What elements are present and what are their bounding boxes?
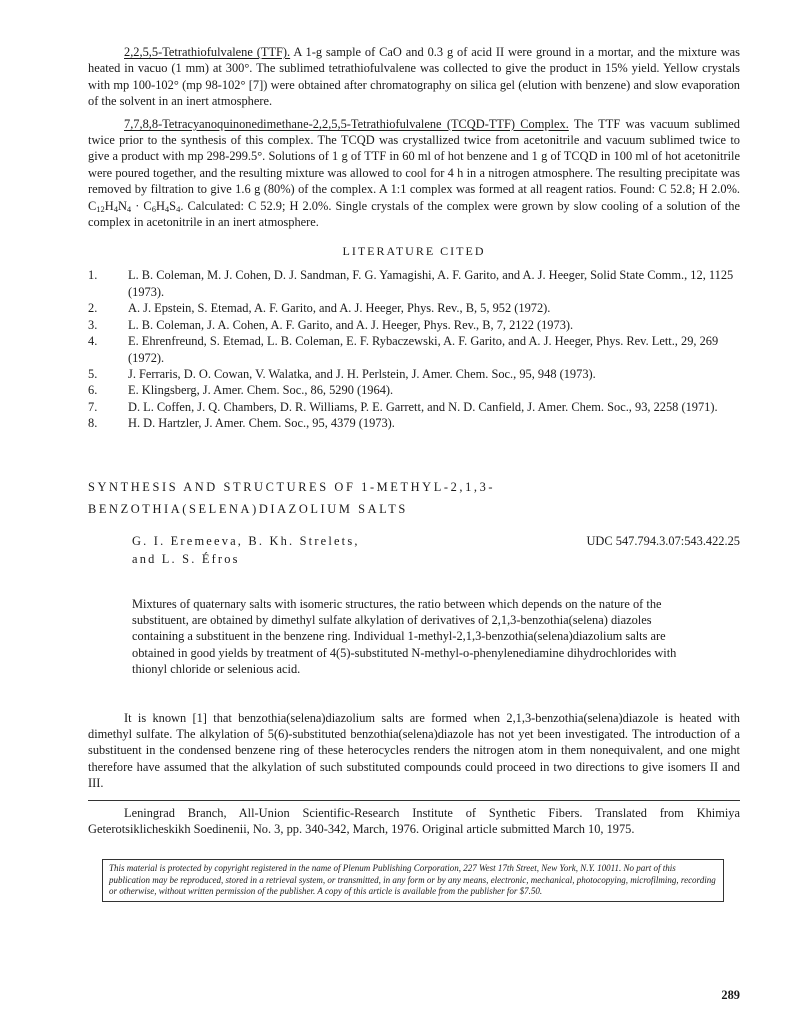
reference-item: 5. J. Ferraris, D. O. Cowan, V. Walatka, and J. H. Perlstein, J. Amer. Chem. Soc., 95, 948 (1973). — [88, 366, 596, 381]
authors-row — [88, 532, 740, 568]
divider — [88, 800, 740, 801]
abstract-text: Mixtures of quaternary salts with isomeric structures, the ratio between which depends on the nature of the substituent, are obtained by dimethyl sulfate alkylation of derivatives of 2,1,3-benzothia(selena) diazoles containing a substituent in the benzene ring. Individual 1-methyl-2,1,3-benzothia(selena)diazolium salts are obtained in good yields by treatment of 4(5)-substituted N-methyl-o-phenylenediamine dihydrochlorides with thionyl chloride or selenious acid. — [132, 596, 677, 677]
body-paragraph: It is known [1] that benzothia(selena)diazolium salts are formed when 2,1,3-benzothia(selena)diazole is heated with dimethyl sulfate. The alkylation of 5(6)-substituted benzothia(selena)diazole has not yet been investigated. The introduction of a substituent in the condensed benzene ring of these heterocycles renders the nitrogen atom in them nonequivalent, and one might therefore have assumed that the alkylation of such substituted compounds could proceed in two directions to give isomers II and III. — [88, 710, 740, 791]
reference-item: 8. H. D. Hartzler, J. Amer. Chem. Soc., 95, 4379 (1973). — [88, 416, 395, 431]
abstract — [132, 596, 700, 678]
udc-code: UDC 547.794.3.07:543.422.25 — [586, 533, 740, 548]
ttf-heading: 2,2,5,5-Tetrathiofulvalene (TTF). — [124, 45, 291, 59]
reference-item: 2. A. J. Epstein, S. Etemad, A. F. Garito, and A. J. Heeger, Phys. Rev., B, 5, 952 (1972). — [88, 301, 551, 316]
affiliation: Leningrad Branch, All-Union Scientific-Research Institute of Synthetic Fibers. Translated from Khimiya Geterotsiklicheskikh Soedinenii, No. 3, pp. 340-342, March, 1976. Original article submitted March 10, 1975. — [88, 805, 740, 836]
ttf-text: A 1-g sample of CaO and 0.3 g of acid II were ground in a mortar, and the mixture was heated in vacuo (1 mm) at 300°. The sublimed tetrathiofulvalene was collected to give the product in 15% yield. Yellow crystals with mp 100-102° (mp 98-102° [7]) were obtained after chromatography on silica gel (elution with benzene) and slow evaporation of the solvent in an inert atmosphere. — [88, 45, 740, 109]
reference-item: 3. L. B. Coleman, J. A. Cohen, A. F. Garito, and A. J. Heeger, Phys. Rev., B, 7, 2122 (1973). — [88, 317, 574, 332]
complex-text-b: . Calculated: C 52.9; H 2.0%. Single crystals of the complex were grown by slow cooling of a solution of the complex in acetonitrile in an inert atmosphere. — [88, 198, 740, 230]
authors: G. I. Eremeeva, B. Kh. Strelets, and L. S. Éfros — [132, 533, 360, 566]
reference-item: 7. D. L. Coffen, J. Q. Chambers, D. R. Williams, P. E. Garrett, and N. D. Canfield, J. Amer. Chem. Soc., 93, 2258 (1971). — [88, 399, 718, 414]
complex-heading: 7,7,8,8-Tetracyanoquinonedimethane-2,2,5,5-Tetrathiofulvalene (TCQD-TTF) Complex. — [124, 116, 569, 131]
copyright-notice: This material is protected by copyright registered in the name of Plenum Publishing Corporation, 227 West 17th Street, New York, N.Y. 10011. No part of this publication may be reproduced, stored in a retrieval system, or transmitted, in any form or by any means, electronic, mechanical, photocopying, microfilming, recording or otherwise, without written permission of the publisher. A copy of this article is available from the publisher for $7.50. — [102, 859, 724, 902]
page-content — [88, 44, 740, 902]
complex-paragraph — [88, 116, 740, 231]
reference-item: 6. E. Klingsberg, J. Amer. Chem. Soc., 86, 5290 (1964). — [88, 383, 394, 398]
reference-list — [88, 267, 740, 431]
complex-text-a: The TTF was vacuum sublimed twice prior to the synthesis of this complex. The TCQD was crystallized twice from acetonitrile and vacuum sublimed twice to give a product with mp 298-299.5°. Solutions of 1 g of TTF in 60 ml of hot benzene and 1 g of TCQD in 100 ml of hot acetonitrile were poured together, and the resulting mixture was allowed to cool for 4 h in a nitrogen atmosphere. The resulting precipitate was removed by filtration to give 1.6 g (80%) of the complex. A 1:1 complex was formed at all reagent ratios. Found: C 52.8; H 2.0%. — [88, 116, 740, 197]
article-title-line: SYNTHESIS AND STRUCTURES OF 1-METHYL-2,1,3- — [88, 479, 496, 494]
article-title-line: BENZOTHIA(SELENA)DIAZOLIUM SALTS — [88, 501, 408, 516]
reference-item: 1. L. B. Coleman, M. J. Cohen, D. J. Sandman, F. G. Yamagishi, A. F. Garito, and A. J. Heeger, Solid State Comm., 12, 1125 (1973). — [88, 268, 734, 299]
formula: $C_{12}H_4N_4 \cdot C_6H_4S_4$ — [88, 198, 181, 214]
reference-item: 4. E. Ehrenfreund, S. Etemad, L. B. Coleman, E. F. Rybaczewski, A. F. Garito, and A. J. Heeger, Phys. Rev. Lett., 29, 269 (1972). — [88, 334, 719, 365]
ttf-paragraph — [88, 44, 740, 110]
literature-cited-heading: LITERATURE CITED — [342, 244, 486, 259]
page-number: 289 — [721, 988, 740, 1002]
article-title — [88, 476, 740, 520]
